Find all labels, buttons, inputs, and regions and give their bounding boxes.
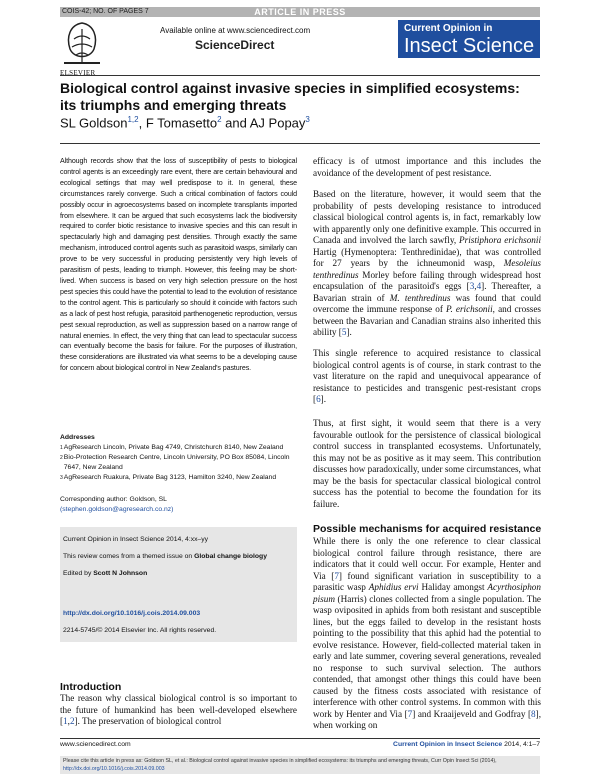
text-run: , [67, 716, 70, 726]
themed-issue-prefix: This review comes from a themed issue on [63, 553, 195, 560]
text-run: ] found significant variation in susceptibility to a parasitic wasp [313, 570, 541, 592]
abstract: Although records show that the loss of susceptibility of pests to biological control agents is an exceedingly rare event, there are certain behavioural and ecological settings that may well predispose to it. In general, these circumstances rarely converge. Such a critical combination of factors could possibly occur in agroecosystems based on incomplete transplants imported from elsewhere. It can be argued that such ecosystems lack the biodiversity required to confer biotic resistance to invasive species and this can result in spectacularly high and damaging pest densities. Through exactly the same mechanism, introduced control agents such as parasitoid wasps, similarly can prove to be very successful in producing persistently very high levels of parasitism of pests, leading to triumph. However, this feeling may be short-lived. When success is based on very high selection pressure on the host pest species this could have the potential to lead to the evolution of resistance to the control agent. This is particularly so should it coincide with factors such as a lack of pest host refugia, parasitoid parthenogenetic reproduction, versus pest sexual reproduction, as well as suppression based on a narrow range of natural enemies. In effect, the very thing that can lead to spectacular success can eventually become the basis for failure. For the purposes of illustration, these considerations are illustrated via what seems to be a developing cause for concern about biological control in New Zealand's pastures. [60, 157, 297, 373]
address-text: AgResearch Ruakura, Private Bag 3123, Hamilton 3240, New Zealand [63, 474, 277, 481]
text-run: ]. Thereafter, a Bavarian strain of [313, 281, 541, 303]
author-affiliation[interactable]: 3 [305, 115, 310, 124]
addresses-heading: Addresses [60, 434, 95, 441]
editor-line [63, 569, 294, 579]
paragraph: Thus, at first sight, it would seem that there is a very favourable outlook for the persistence of classical biological control success in transplanted ecosystems. Unfortunately, this may not be as positive as it may seem. This contribution discusses how paradoxically, under some circumstances, what may be the basis for spectacular classical biological control success has the potential to become the foundation for its failure. [313, 418, 542, 509]
text-run: Hartig (Hymenoptera: Tenthredinidae), that was controlled for 27 years by the ichneumonid wasp, [313, 246, 541, 268]
elsevier-wordmark: ELSEVIER [60, 69, 96, 77]
author-name: AJ Popay [249, 115, 306, 131]
species-name: M. tenthredinus [389, 292, 451, 303]
sciencedirect-logo: ScienceDirect [195, 38, 275, 52]
paragraph: efficacy is of utmost importance and this includes the avoidance of the development of pest resistance. [313, 156, 541, 178]
species-name: Mesoleius tenthredinus [313, 258, 541, 280]
text-run: Haliday amongst [418, 582, 488, 592]
address-number: 2 [60, 455, 63, 461]
paragraph: Based on the literature, however, it would seem that the probability of pests developing resistance to introduced classical biological control agents is, in fact, remarkably low with apparently only one definitive example. This occurred in Canada and involved the larch sawfly, Pristiphora erichsonii Hartig (Hymenoptera: Tenthredinidae), that was controlled for 27 years by the ichneumonid wasp, Mesoleius tenthredinus Morley before failing through widespread host encapsulation of the parasitoid's eggs [3,4]. Thereafter, a Bavarian strain of M. tenthredinus was found that could overcome the immune response of P. erichsonii, and crosses between the Bavarian and Canadian strains also inherited this ability [5]. [313, 189, 542, 337]
species-name: P. erichsonii [446, 304, 493, 314]
footer-divider [60, 738, 540, 739]
text-run: ]. The preservation of biological control [74, 716, 222, 726]
text-run: This single reference to acquired resistance to classical biological control agents is of course, in stark contrast to the vast literature on the rapid and unequivocal appearance of resistance to pesticides and transgenic pest-resistant crops [ [313, 348, 541, 404]
section-heading: Possible mechanisms for acquired resistance [313, 523, 542, 535]
article-in-press-label: ARTICLE IN PRESS [254, 7, 346, 17]
journal-banner-top: Current Opinion in [404, 23, 493, 34]
address-number: 1 [60, 445, 63, 451]
reference-link[interactable]: 8 [531, 708, 536, 719]
header-divider [60, 75, 540, 76]
page-footer [60, 741, 540, 748]
text-run: While there is only the one reference to clear classical biological control failure through resistance, there are indicators that it could well occur. For example, Henter and Via [ [313, 536, 541, 581]
introduction-heading: Introduction [60, 681, 122, 693]
author-name: F Tomasetto [145, 115, 218, 131]
paragraph [313, 348, 541, 406]
journal-issue: Current Opinion in Insect Science 2014, 4:xx–yy [63, 536, 209, 543]
addresses [60, 433, 297, 483]
themed-issue-name: Global change biology [194, 553, 267, 560]
author-name: SL Goldson [60, 115, 128, 131]
address-text: AgResearch Lincoln, Private Bag 4749, Christchurch 8140, New Zealand [63, 444, 284, 451]
footer-pages: 2014, 4:1–7 [502, 741, 540, 748]
journal-banner [398, 20, 540, 58]
author-affiliation[interactable]: 2 [217, 115, 222, 124]
reference-link[interactable]: 6 [316, 394, 321, 404]
corresponding-email[interactable]: (stephen.goldson@agresearch.co.nz) [60, 506, 174, 513]
manuscript-code: COIS-42; NO. OF PAGES 7 [62, 8, 149, 15]
address-item [60, 443, 297, 453]
reference-link[interactable]: 7 [407, 708, 413, 719]
citation-doi-link[interactable]: http://dx.doi.org/10.1016/j.cois.2014.09.003 [63, 766, 165, 772]
text-run: , and crosses between the Bavarian and Canadian strains also inherited this ability [ [313, 304, 542, 337]
copyright: 2214-5745/© 2014 Elsevier Inc. All rights reserved. [63, 627, 217, 634]
citation-box [60, 756, 540, 774]
text-run: The reason why classical biological control is so important to the future of humankind has been well-developed elsewhere [ [60, 693, 297, 726]
reference-link[interactable]: 1 [63, 716, 68, 726]
text-run: ]. [346, 327, 352, 337]
reference-link[interactable]: 3 [469, 281, 475, 291]
author-list [60, 115, 310, 130]
reference-link[interactable]: 4 [476, 281, 482, 291]
footer-journal-name: Current Opinion in Insect Science [393, 741, 503, 748]
doi-link[interactable]: http://dx.doi.org/10.1016/j.cois.2014.09.003 [63, 610, 201, 617]
elsevier-logo [60, 19, 104, 69]
address-item [60, 473, 297, 483]
address-item [60, 453, 297, 473]
author-separator: , [138, 115, 146, 131]
text-run: ]. [320, 394, 327, 404]
citation-text: Please cite this article in press as: Goldson SL, et al.: Biological control against invasive species in simplified ecosystems: its triumphs and emerging threats, Curr Opin Insect Sci (2014), [63, 758, 497, 764]
editor-prefix: Edited by [63, 570, 94, 577]
footer-site[interactable]: www.sciencedirect.com [60, 741, 131, 748]
journal-banner-main: Insect Science [404, 35, 535, 57]
corresponding-author [60, 495, 297, 515]
corresponding-label: Corresponding author: Goldson, SL [60, 496, 167, 503]
author-separator: and [221, 115, 250, 131]
introduction-text [60, 693, 297, 728]
reference-link[interactable]: 5 [341, 327, 347, 337]
species-name: Aphidius ervi [368, 582, 419, 592]
species-name: Acyrthosiphon pisum [313, 582, 541, 604]
text-run: was found that could overcome the immune response of [313, 292, 541, 314]
author-affiliation[interactable]: 1,2 [127, 115, 139, 124]
address-text: Bio-Protection Research Centre, Lincoln University, PO Box 85084, Lincoln 7647, New Zealand [63, 454, 290, 471]
text-run: ], when working on [313, 708, 541, 730]
reference-link[interactable]: 7 [334, 570, 339, 581]
article-info-box [60, 527, 297, 642]
text-run: Based on the literature, however, it would seem that the probability of pests developing resistance to introduced classical biological control agents is, in fact, remarkably low with apparently only one definitive example. This occurred in Canada and involved the larch sawfly, [313, 189, 541, 245]
title-divider [60, 143, 540, 144]
article-in-press-bar [60, 7, 540, 17]
text-run: (Harris) clones collected from a single population. The wasp oviposited in aphids from both resistant and susceptible lines, but the eggs failed to develop in the resistant hosts pointing to the possibility that this aphid had the potential to evolve resistance. However, field-collected material taken in early and late summer, covering several generations, revealed no response to such survival selection. The authors contended, that amongst other things this could have been caused by the fitness costs associated with resistance of interference with other control systems. In common with this work by Henter and Via [ [313, 593, 541, 719]
editor-name: Scott N Johnson [93, 570, 148, 577]
paragraph [313, 536, 541, 732]
available-online: Available online at www.sciencedirect.com [160, 26, 311, 35]
footer-journal [393, 741, 540, 748]
themed-issue [63, 552, 294, 562]
species-name: Pristiphora erichsonii [459, 235, 541, 245]
text-run: Morley before failing through widespread host encapsulation of the parasitoid's eggs [ [313, 269, 541, 291]
text-run: ] and Kraaijeveld and Godfray [ [412, 708, 532, 719]
article-title: Biological control against invasive species in simplified ecosystems: its triumphs and emerging threats [60, 80, 520, 113]
reference-link[interactable]: 2 [69, 716, 75, 726]
address-number: 3 [60, 475, 63, 481]
